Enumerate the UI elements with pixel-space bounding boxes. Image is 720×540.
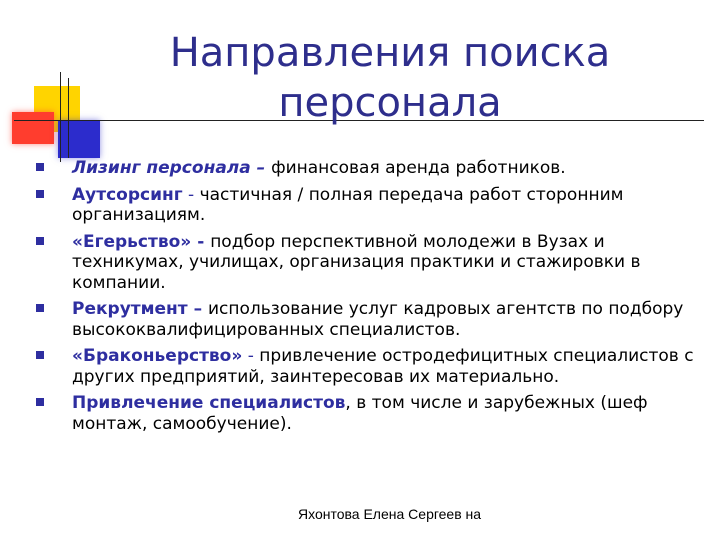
bullet-list — [36, 158, 716, 440]
bullet-item-headhunting-students — [36, 232, 716, 294]
bullet-term: «Егерьство» — [72, 231, 192, 252]
bullet-item-recruitment — [36, 299, 716, 340]
square-bullet-icon — [36, 351, 44, 359]
bullet-text: привлечение остродефицитных специалистов с других предприятий, заинтересовав их материально. — [72, 346, 694, 387]
bullet-item-outsourcing — [36, 185, 716, 226]
bullet-text: использование услуг кадровых агентств по подбору высококвалифицированных специалистов. — [72, 299, 684, 340]
bullet-separator: – — [250, 158, 272, 178]
bullet-term: Рекрутмент — [72, 299, 188, 319]
bullet-separator: - — [191, 231, 211, 252]
decor-blue-square — [58, 120, 100, 158]
bullet-separator: - — [182, 184, 200, 205]
decor-vertical-line — [60, 72, 61, 162]
bullet-separator: - — [242, 346, 260, 366]
square-bullet-icon — [36, 163, 44, 171]
bullet-text: частичная / полная передача работ сторонним организациям. — [72, 184, 624, 225]
bullet-term: «Браконьерство» — [72, 346, 243, 366]
bullet-separator: , — [345, 393, 357, 413]
bullet-text: подбор перспективной молодежи в Вузах и техникумах, училищах, организация практики и стажировки в компании. — [72, 231, 641, 293]
decor-red-square — [12, 112, 54, 144]
slide-title: Направления поиска персонала — [169, 30, 611, 126]
square-bullet-icon — [36, 190, 44, 198]
bullet-term: Привлечение специалистов — [72, 393, 346, 413]
bullet-item-specialists — [36, 393, 716, 434]
bullet-item-poaching — [36, 346, 716, 387]
bullet-term: Лизинг персонала — [72, 158, 251, 178]
bullet-separator: – — [187, 299, 208, 319]
bullet-term: Аутсорсинг — [72, 184, 183, 205]
square-bullet-icon — [36, 398, 44, 406]
square-bullet-icon — [36, 304, 44, 312]
bullet-item-leasing — [36, 158, 716, 179]
author-footer: Яхонтова Елена Сергеев на — [298, 506, 482, 522]
bullet-text: в том числе и зарубежных (шеф монтаж, самообучение). — [72, 393, 648, 434]
decor-vertical-line — [68, 78, 69, 158]
square-bullet-icon — [36, 237, 44, 245]
bullet-text: финансовая аренда работников. — [271, 158, 566, 178]
